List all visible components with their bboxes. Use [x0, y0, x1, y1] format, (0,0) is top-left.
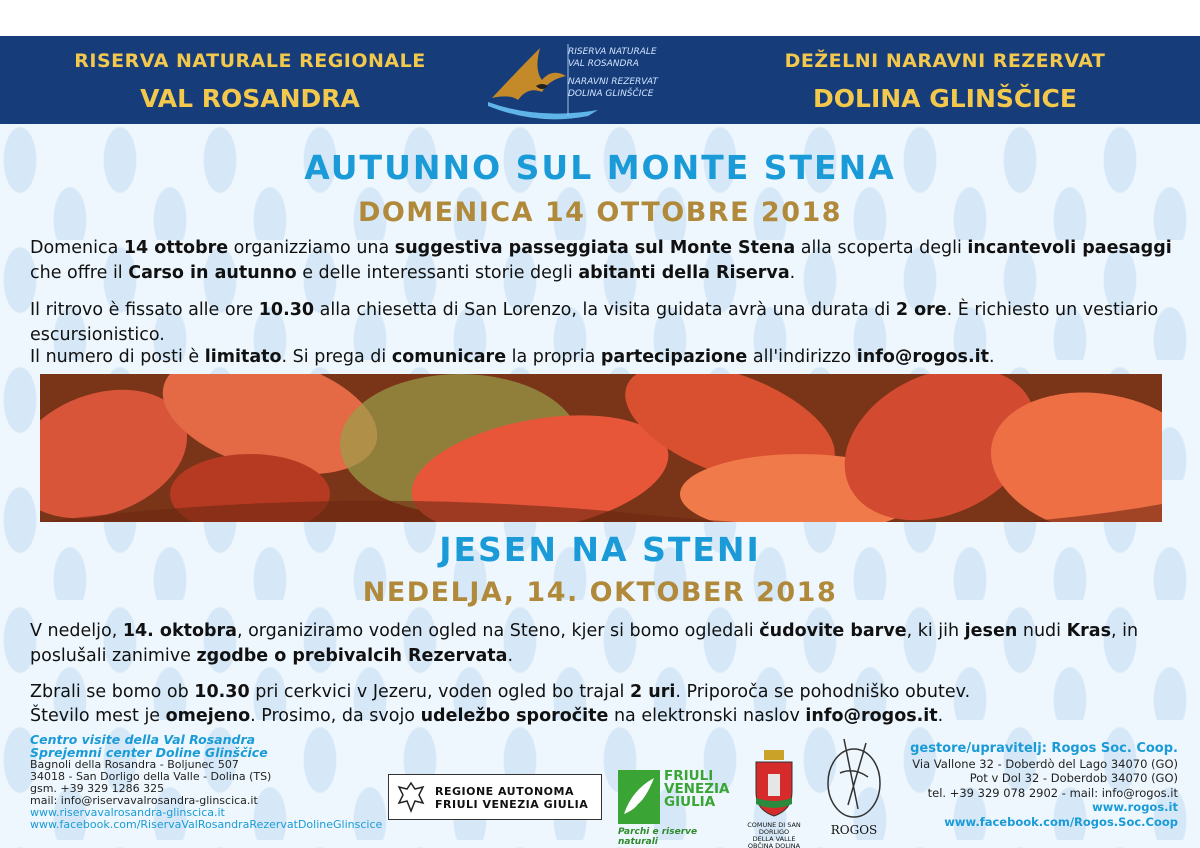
header-left-title: VAL ROSANDRA	[140, 84, 360, 113]
address-line: Via Vallone 32 - Doberdò del Lago 34070 (GO)	[912, 756, 1178, 771]
fvg-line: GIULIA	[664, 794, 716, 810]
website-link[interactable]: www.riservavalrosandra-glinscica.it	[30, 806, 225, 819]
bold-text: incantevoli paesaggi	[967, 238, 1172, 258]
italian-paragraph-3	[30, 345, 1180, 370]
italian-date: DOMENICA 14 OTTOBRE 2018	[357, 197, 843, 228]
manager-title: gestore/upravitelj: Rogos Soc. Coop.	[910, 741, 1178, 756]
text-segment: e delle interessanti storie degli	[296, 263, 579, 283]
address-line: Pot v Dol 32 - Doberdob 34070 (GO)	[969, 771, 1178, 785]
text-segment: .	[989, 347, 995, 367]
bold-text: limitato	[204, 347, 282, 367]
logo-caption	[568, 46, 658, 100]
email-line: mail: info@riservavalrosandra-glinscica.it	[30, 794, 258, 807]
bold-text: comunicare	[391, 347, 507, 367]
coat-of-arms-icon	[742, 748, 806, 820]
facebook-link[interactable]: www.facebook.com/Rogos.Soc.Coop	[944, 814, 1178, 829]
logo-caption-line: RISERVA NATURALE	[568, 47, 657, 57]
bold-text: suggestiva passeggiata sul Monte Stena	[394, 238, 796, 258]
address-line: 34018 - San Dorligo della Valle - Dolina (TS)	[30, 770, 272, 783]
text-segment: , organiziramo voden ogled na Steno, kjer si bomo ogledali	[236, 621, 760, 641]
text-segment: pri cerkvici v Jezeru, voden ogled bo trajal	[249, 682, 630, 702]
bold-text: 14. oktobra	[122, 621, 237, 641]
bold-text: info@rogos.it	[856, 347, 989, 367]
italian-paragraph-2	[30, 298, 1180, 348]
text-segment: Domenica	[30, 238, 124, 258]
bold-text: 14 ottobre	[123, 238, 229, 258]
phone-line: gsm. +39 329 1286 325	[30, 782, 165, 795]
italian-title: AUTUNNO SUL MONTE STENA	[304, 148, 896, 187]
bold-text: 2 uri	[630, 682, 676, 702]
bold-text: 10.30	[194, 682, 250, 702]
text-segment: . Prosimo, da svojo	[250, 706, 421, 726]
text-segment: Število mest je	[30, 706, 166, 726]
website-link[interactable]: www.rogos.it	[1092, 800, 1178, 814]
text-segment: Il numero di posti è	[30, 347, 205, 367]
bold-text: udeležbo sporočite	[420, 706, 609, 726]
fvg-line: FRIULI	[664, 768, 714, 784]
top-white-band	[0, 0, 1200, 36]
text-segment: , in poslušali zanimive	[30, 621, 1139, 666]
bold-text: Kras	[1066, 621, 1111, 641]
fvg-subtitle: Parchi e riserve naturali	[618, 827, 698, 847]
slovene-paragraph-2	[30, 680, 1180, 705]
slovene-date: NEDELJA, 14. OKTOBER 2018	[362, 577, 838, 608]
fvg-leaf-icon	[618, 770, 660, 824]
header-right	[730, 44, 1160, 113]
region-fvg-logo	[388, 774, 602, 820]
header-right-subtitle: DEŽELNI NARAVNI REZERVAT	[784, 50, 1106, 72]
facebook-link[interactable]: www.facebook.com/RiservaValRosandraRezervatDolineGlinscice	[30, 818, 383, 831]
bold-text: partecipazione	[600, 347, 748, 367]
header-left	[40, 44, 460, 113]
slovene-paragraph-3	[30, 704, 1180, 729]
visitor-center-contact	[30, 733, 410, 831]
bold-text: zgodbe o prebivalcih Rezervata	[196, 646, 508, 666]
autumn-leaves-photo	[40, 374, 1162, 522]
logo-caption-line: VAL ROSANDRA	[568, 59, 639, 69]
text-segment: la propria	[506, 347, 601, 367]
coat-line: DELLA VALLE	[752, 835, 796, 843]
logo-caption-line: DOLINA GLINŠČICE	[568, 89, 654, 99]
fvg-parks-logo	[618, 768, 730, 847]
bold-text: info@rogos.it	[805, 706, 938, 726]
visitor-center-title-sl: Sprejemni center Doline Glinščice	[30, 745, 268, 760]
text-segment: nudi	[1017, 621, 1067, 641]
text-segment: .	[507, 646, 514, 666]
bold-text: omejeno	[165, 706, 251, 726]
bold-text: 2 ore	[895, 300, 947, 320]
text-segment: na elektronski naslov	[608, 706, 806, 726]
region-line: FRIULI VENEZIA GIULIA	[435, 798, 589, 811]
bold-text: čudovite barve	[759, 621, 907, 641]
address-line: Bagnoli della Rosandra - Boljunec 507	[30, 758, 239, 771]
leaves-illustration	[40, 374, 1162, 522]
eagle-icon	[397, 781, 425, 813]
header-right-title: DOLINA GLINŠČICE	[813, 84, 1077, 113]
fvg-line: VENEZIA	[664, 781, 730, 797]
rogos-name: ROGOS	[830, 823, 878, 837]
coat-line: OBČINA DOLINA	[747, 842, 801, 848]
text-segment: V nedeljo,	[30, 621, 123, 641]
contact-line: tel. +39 329 078 2902 - mail: info@rogos.it	[927, 785, 1178, 800]
text-segment: che offre il	[30, 263, 129, 283]
logo-caption-line: NARAVNI REZERVAT	[568, 77, 658, 87]
header-left-subtitle: RISERVA NATURALE REGIONALE	[74, 50, 426, 72]
bold-text: abitanti della Riserva	[578, 263, 790, 283]
bold-text: jesen	[964, 621, 1018, 641]
text-segment: organizziamo una	[228, 238, 395, 258]
text-segment: Il ritrovo è fissato alle ore	[30, 300, 259, 320]
region-line: REGIONE AUTONOMA	[435, 785, 574, 798]
text-segment: .	[937, 706, 944, 726]
bold-text: Carso in autunno	[128, 263, 297, 283]
manager-contact	[870, 742, 1178, 829]
text-segment: . Priporoča se pohodniško obutev.	[675, 682, 971, 702]
text-segment: . È richiesto un vestiario escursionistico.	[30, 300, 1159, 345]
text-segment: , ki jih	[906, 621, 965, 641]
text-segment: alla chiesetta di San Lorenzo, la visita guidata avrà una durata di	[314, 300, 896, 320]
text-segment: alla scoperta degli	[795, 238, 968, 258]
header-banner	[0, 36, 1200, 124]
municipality-coat-of-arms	[742, 748, 806, 848]
italian-paragraph-1	[30, 236, 1180, 286]
text-segment: Zbrali se bomo ob	[30, 682, 195, 702]
coat-line: COMUNE DI SAN DORLIGO	[747, 821, 801, 836]
text-segment: .	[789, 263, 796, 283]
bold-text: 10.30	[258, 300, 315, 320]
text-segment: all'indirizzo	[747, 347, 857, 367]
text-segment: . Si prega di	[281, 347, 392, 367]
slovene-title: JESEN NA STENI	[439, 530, 761, 569]
slovene-paragraph-1	[30, 619, 1180, 669]
visitor-center-title-it: Centro visite della Val Rosandra	[30, 732, 256, 747]
